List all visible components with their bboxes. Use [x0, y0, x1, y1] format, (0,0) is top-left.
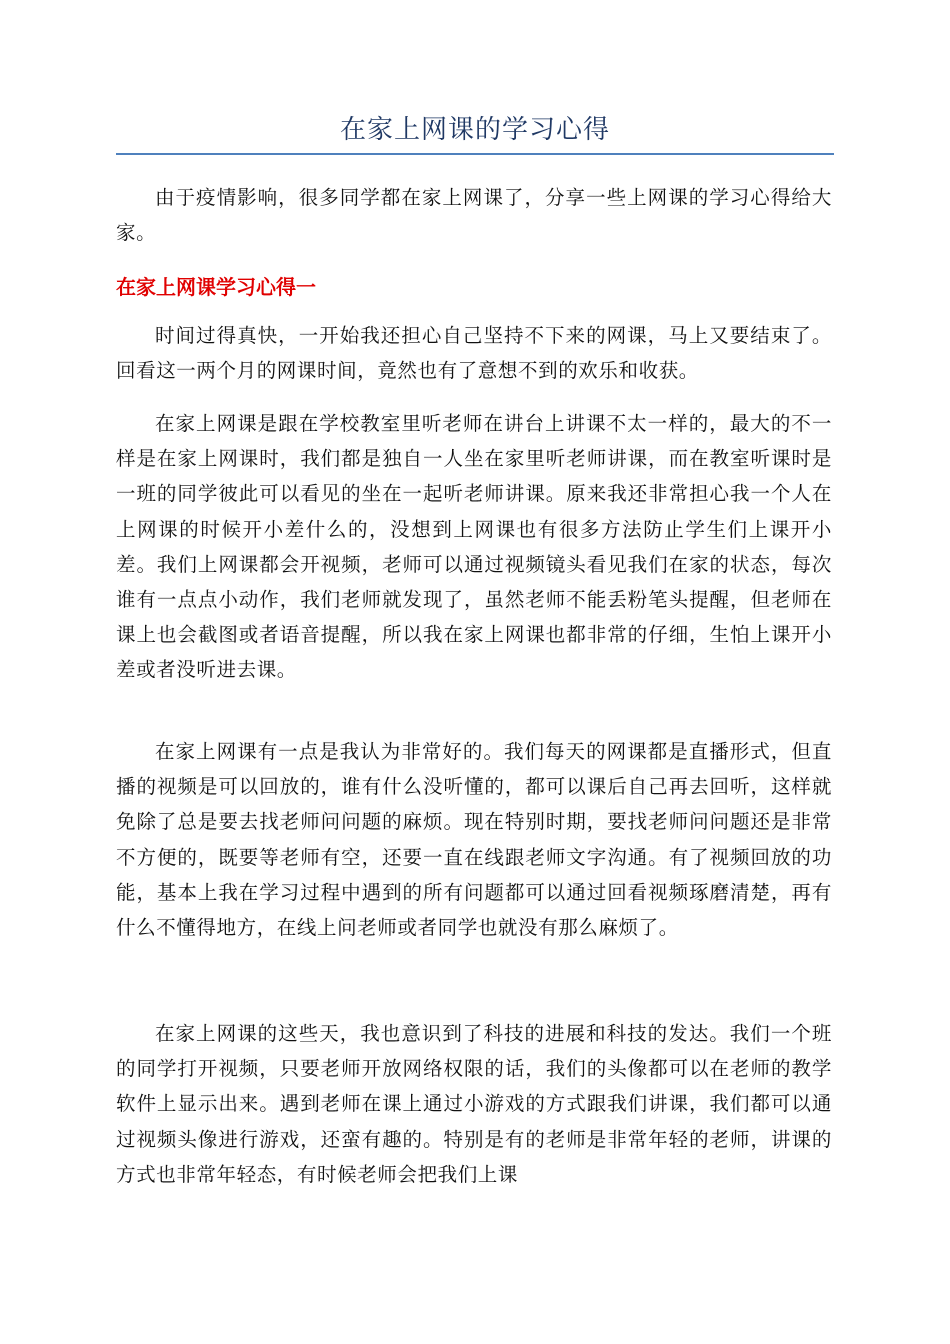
body-paragraph-3: 在家上网课有一点是我认为非常好的。我们每天的网课都是直播形式，但直播的视频是可以回放的，谁有什么没听懂的，都可以课后自己再去回听，这样就免除了总是要去找老师问问题的麻烦。现在特别时期，要找老师问问题还是非常不方便的，既要等老师有空，还要一直在线跟老师文字沟通。有了视频回放的功能，基本上我在学习过程中遇到的所有问题都可以通过回看视频琢磨清楚，再有什么不懂得地方，在线上问老师或者同学也就没有那么麻烦了。 [116, 740, 832, 940]
intro-paragraph: 由于疫情影响，很多同学都在家上网课了，分享一些上网课的学习心得给大家。 [116, 186, 832, 245]
body-paragraph-2: 在家上网课是跟在学校教室里听老师在讲台上讲课不太一样的，最大的不一样是在家上网课时，我们都是独自一人坐在家里听老师讲课，而在教室听课时是一班的同学彼此可以看见的坐在一起听老师讲课。原来我还非常担心我一个人在上网课的时候开小差什么的，没想到上网课也有很多方法防止学生们上课开小差。我们上网课都会开视频，老师可以通过视频镜头看见我们在家的状态，每次谁有一点点小动作，我们老师就发现了，虽然老师不能丢粉笔头提醒，但老师在课上也会截图或者语音提醒，所以我在家上网课也都非常的仔细，生怕上课开小差或者没听进去课。 [116, 412, 832, 682]
body-paragraph-4: 在家上网课的这些天，我也意识到了科技的进展和科技的发达。我们一个班的同学打开视频，只要老师开放网络权限的话，我们的头像都可以在老师的教学软件上显示出来。遇到老师在课上通过小游戏的方式跟我们讲课，我们都可以通过视频头像进行游戏，还蛮有趣的。特别是有的老师是非常年轻的老师，讲课的方式也非常年轻态，有时候老师会把我们上课 [116, 1022, 832, 1186]
title-underline [116, 153, 834, 155]
document-title: 在家上网课的学习心得 [339, 115, 610, 145]
body-paragraph-1: 时间过得真快，一开始我还担心自己坚持不下来的网课，马上又要结束了。回看这一两个月的网课时间，竟然也有了意想不到的欢乐和收获。 [116, 324, 832, 383]
section-heading: 在家上网课学习心得一 [116, 275, 316, 299]
